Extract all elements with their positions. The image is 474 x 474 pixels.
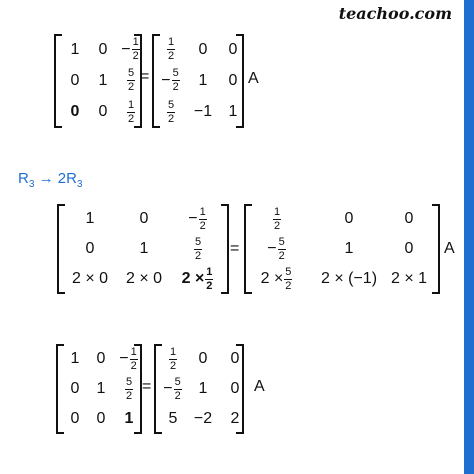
numerator: 5 (167, 98, 175, 111)
cell-text: 0 (228, 40, 238, 58)
matrix-cell (118, 374, 140, 404)
denominator: 2 (167, 112, 175, 125)
matrix-cell (118, 344, 140, 374)
numerator: 1 (132, 36, 139, 49)
cell-text: 1 (70, 40, 80, 58)
matrix-cell (192, 404, 214, 434)
matrix-cell (222, 65, 244, 96)
matrix-cell (120, 65, 142, 96)
matrix-cell (222, 34, 244, 65)
matrix-A: A (254, 378, 265, 395)
matrix-cell (173, 234, 223, 264)
numerator: 5 (127, 67, 135, 80)
matrix-cell (192, 374, 214, 404)
cell-text: 1 (139, 240, 149, 257)
cell-text: 0 (98, 103, 108, 121)
cell-text: 0 (85, 240, 95, 257)
cell-text: 0 (96, 350, 106, 367)
numerator: 1 (167, 36, 175, 49)
matrix-cell (160, 97, 182, 128)
matrix-cell (252, 264, 302, 294)
cell-text: 0 (198, 350, 208, 367)
fraction (127, 68, 135, 93)
matrix-cell (222, 97, 244, 128)
denominator: 2 (130, 359, 137, 372)
denominator: 2 (194, 249, 202, 262)
bracket-left (57, 204, 65, 294)
cell-text: 0 (70, 380, 80, 397)
matrix-cell (192, 344, 214, 374)
matrix-cell (64, 404, 86, 434)
matrix-cell (324, 234, 374, 264)
logo: teachoo.com (338, 4, 452, 23)
eq3-right-matrix (154, 344, 244, 434)
matrix-cell (162, 374, 184, 404)
cell-text: 1 (85, 210, 95, 227)
matrix-cell (120, 97, 142, 128)
matrix-cell (119, 204, 169, 234)
matrix-cell (173, 204, 223, 234)
bracket-left (244, 204, 252, 294)
cell-text: 0 (230, 350, 240, 367)
matrix-cell (162, 344, 184, 374)
eq1-right-matrix (152, 34, 244, 128)
fraction (278, 237, 286, 262)
denominator: 2 (125, 389, 133, 402)
cell-text: 1 (96, 380, 106, 397)
cell-text: 0 (344, 210, 354, 227)
denominator: 2 (199, 219, 206, 232)
matrix-cell (64, 374, 86, 404)
numerator: 5 (285, 265, 292, 278)
cell-text: 0 (70, 71, 80, 89)
numerator: 1 (273, 205, 281, 218)
matrix-cell (120, 34, 142, 65)
fraction (167, 100, 175, 125)
cell-text: − (267, 240, 277, 257)
eq2-left-matrix (57, 204, 229, 294)
cell-text: 2 × (−1) (320, 270, 378, 287)
cell-text: 2 × (181, 270, 205, 287)
bracket-left (154, 344, 162, 434)
row-operation: $R_3 \to 2R_3$ (18, 170, 83, 190)
matrix-cell (324, 204, 374, 234)
matrix-cell (192, 34, 214, 65)
matrix-cell (64, 65, 86, 96)
fraction (132, 37, 140, 62)
cell-text: 5 (168, 410, 178, 427)
denominator: 2 (278, 249, 285, 262)
cell-text: 1 (198, 380, 208, 397)
numerator: 1 (130, 345, 137, 358)
matrix-cell (90, 404, 112, 434)
bracket-left (56, 344, 64, 434)
matrix-cell (173, 264, 223, 294)
matrix-cell (320, 264, 378, 294)
numerator: 1 (206, 265, 213, 278)
cell-text: − (163, 380, 173, 397)
matrix-cell (119, 234, 169, 264)
eq2-right-matrix (244, 204, 440, 294)
cell-text: 2 × 1 (390, 270, 428, 287)
fraction (273, 207, 281, 232)
matrix-cell (92, 97, 114, 128)
matrix-cell (64, 97, 86, 128)
matrix-cell (92, 65, 114, 96)
matrix-cell (160, 65, 182, 96)
matrix-A: A (444, 240, 455, 257)
bracket-left (152, 34, 160, 128)
cell-text: 1 (70, 350, 80, 367)
fraction (172, 68, 180, 93)
cell-text: 1 (344, 240, 354, 257)
equals-sign: = (140, 68, 150, 85)
matrix-cell (384, 264, 434, 294)
equals-sign: = (142, 378, 152, 395)
eq1-left-matrix (54, 34, 142, 128)
numerator: 5 (174, 375, 181, 388)
matrix-cell (90, 374, 112, 404)
accent-bar (464, 0, 474, 474)
cell-text: 0 (98, 40, 108, 58)
cell-text: 1 (124, 410, 134, 427)
numerator: 5 (194, 235, 202, 248)
matrix-cell (64, 344, 86, 374)
bracket-left (54, 34, 62, 128)
matrix-cell (119, 264, 169, 294)
matrix-cell (65, 204, 115, 234)
matrix-cell (384, 234, 434, 264)
matrix-cell (224, 344, 246, 374)
cell-text: 2 × (260, 270, 284, 287)
cell-text: 2 (230, 410, 240, 427)
fraction (130, 347, 138, 372)
matrix-A: A (248, 70, 259, 87)
matrix-cell (64, 34, 86, 65)
denominator: 2 (273, 219, 281, 232)
matrix-cell (224, 374, 246, 404)
cell-text: 0 (70, 410, 80, 427)
denominator: 2 (174, 389, 181, 402)
numerator: 1 (199, 205, 206, 218)
cell-text: 0 (198, 40, 208, 58)
cell-text: 0 (70, 103, 80, 121)
eq3-left-matrix (56, 344, 142, 434)
cell-text: 0 (228, 71, 238, 89)
denominator: 2 (127, 81, 135, 94)
denominator: 2 (172, 81, 179, 94)
matrix-cell (65, 234, 115, 264)
cell-text: −2 (193, 410, 213, 427)
cell-text: 0 (404, 240, 414, 257)
matrix-cell (192, 65, 214, 96)
numerator: 5 (125, 375, 133, 388)
numerator: 1 (169, 345, 177, 358)
denominator: 2 (206, 279, 213, 292)
cell-text: 0 (230, 380, 240, 397)
cell-text: 0 (96, 410, 106, 427)
fraction (284, 267, 292, 292)
matrix-cell (252, 204, 302, 234)
cell-text: 1 (198, 71, 208, 89)
cell-text: 1 (98, 71, 108, 89)
cell-text: − (188, 210, 198, 227)
matrix-cell (224, 404, 246, 434)
numerator: 5 (278, 235, 285, 248)
fraction (167, 37, 175, 62)
cell-text: 2 × 0 (71, 270, 109, 287)
denominator: 2 (285, 279, 292, 292)
cell-text: − (119, 350, 129, 367)
denominator: 2 (127, 112, 135, 125)
cell-text: 2 × 0 (125, 270, 163, 287)
matrix-cell (192, 97, 214, 128)
cell-text: − (121, 40, 131, 58)
matrix-cell (65, 264, 115, 294)
matrix-cell (90, 344, 112, 374)
cell-text: − (161, 71, 171, 89)
numerator: 1 (127, 98, 135, 111)
fraction (199, 207, 207, 232)
fraction (205, 267, 213, 292)
denominator: 2 (132, 50, 139, 63)
cell-text: 0 (139, 210, 149, 227)
matrix-cell (384, 204, 434, 234)
denominator: 2 (167, 50, 175, 63)
cell-text: 0 (404, 210, 414, 227)
fraction (127, 100, 135, 125)
matrix-cell (162, 404, 184, 434)
fraction (125, 377, 133, 402)
cell-text: −1 (193, 103, 213, 121)
fraction (169, 347, 177, 372)
matrix-cell (160, 34, 182, 65)
matrix-cell (118, 404, 140, 434)
fraction (174, 377, 182, 402)
matrix-cell (92, 34, 114, 65)
denominator: 2 (169, 359, 177, 372)
equals-sign: = (230, 240, 240, 257)
fraction (194, 237, 202, 262)
numerator: 5 (172, 67, 179, 80)
matrix-cell (252, 234, 302, 264)
cell-text: 1 (228, 103, 238, 121)
